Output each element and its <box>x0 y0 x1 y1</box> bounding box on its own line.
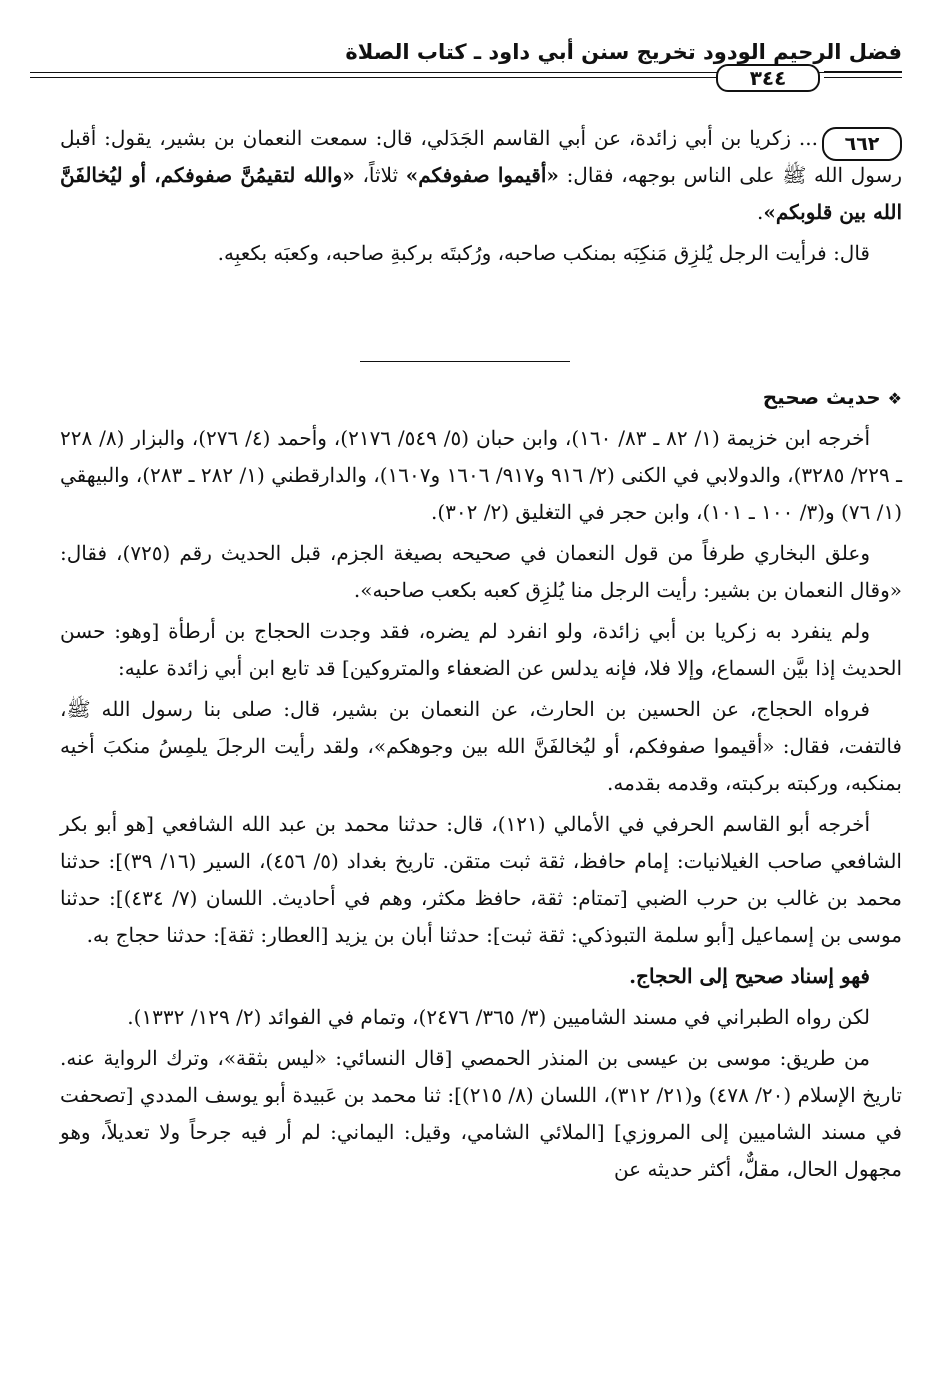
ornament-rule <box>824 77 902 78</box>
commentary-paragraph: ولم ينفرد به زكريا بن أبي زائدة، ولو انفرد لم يضره، فقد وجدت الحجاج بن أرطأة [وهو: حسن الحديث إذا بيَّن السماع، وإلا فلا، فإنه يدلس عن الضعفاء والمتروكين] قد تابع ابن أبي زائدة عليه: <box>60 619 902 680</box>
hadith-paragraph: قال: فرأيت الرجل يُلزِق مَنكِبَه بمنكب صاحبه، ورُكبتَه بركبةِ صاحبه، وكعبَه بكعبِه. <box>217 241 870 265</box>
ornament-rule <box>30 77 717 78</box>
hadith-text <box>60 120 902 276</box>
book-icon: ❖ <box>887 389 902 408</box>
prophetic-quote: «أقيموا صفوفكم» <box>405 163 559 187</box>
commentary-paragraph: لكن رواه الطبراني في مسند الشاميين (٣/ ٣٦٥/ ٢٤٧٦)، وتمام في الفوائد (٢/ ١٢٩/ ١٣٣٢). <box>127 1005 870 1029</box>
prophetic-quote: «والله لتقيمُنَّ صفوفكم، أو ليُخالفَنَّ الله بين قلوبكم» <box>60 163 902 224</box>
hadith-text-span: . <box>756 200 764 224</box>
running-title: فضل الرحيم الودود تخريج سنن أبي داود ـ كتاب الصلاة <box>345 40 902 64</box>
hadith-text-span: ... زكريا بن أبي زائدة، عن أبي القاسم الجَدَلي، قال: سمعت النعمان بن بشير، يقول: أقبل رسول الله ﷺ على الناس بوجهه، فقال: <box>60 126 902 187</box>
commentary-text <box>60 420 902 1192</box>
hadith-number-badge: ٦٦٢ <box>822 127 902 161</box>
commentary-conclusion: فهو إسناد صحيح إلى الحجاج. <box>629 964 870 988</box>
section-title-text: حديث صحيح <box>762 385 881 409</box>
commentary-paragraph: وعلق البخاري طرفاً من قول النعمان في صحيحه بصيغة الجزم، قبل الحديث رقم (٧٢٥)، فقال: «وقال النعمان بن بشير: رأيت الرجل منا يُلزِق كعبه بكعب صاحبه». <box>60 541 902 602</box>
section-title <box>763 382 902 414</box>
section-separator <box>360 361 570 362</box>
hadith-text-span: ثلاثاً، <box>354 163 406 187</box>
page-number: ٣٤٤ <box>716 64 820 92</box>
hadith-paragraph <box>60 120 902 231</box>
commentary-paragraph: أخرجه ابن خزيمة (١/ ٨٢ ـ ٨٣/ ١٦٠)، وابن حبان (٥/ ٥٤٩/ ٢١٧٦)، وأحمد (٤/ ٢٧٦)، والبزار (٨/ ٢٢٨ ـ ٢٢٩/ ٣٢٨٥)، والدولابي في الكنى (٢/ ٩١٦ و٩١٧/ ١٦٠٦ و١٦٠٧)، والدارقطني (١/ ٢٨٢ ـ ٢٨٣)، والبيهقي (١/ ٧٦) و(٣/ ١٠٠ ـ ١٠١)، وابن حجر في التغليق (٢/ ٣٠٢). <box>60 426 902 524</box>
commentary-paragraph: فرواه الحجاج، عن الحسين بن الحارث، عن النعمان بن بشير، قال: صلى بنا رسول الله ﷺ، فالتفت، فقال: «أقيموا صفوفكم، أو ليُخالفَنَّ الله بين وجوهكم»، ولقد رأيت الرجلَ يلمِسُ منكبَ أخيه بمنكبه، وركبته بركبته، وقدمه بقدمه. <box>60 697 902 795</box>
page-number-bar <box>30 64 902 92</box>
ornament-rule <box>824 71 902 72</box>
commentary-paragraph: من طريق: موسى بن عيسى بن المنذر الحمصي [قال النسائي: «ليس بثقة»، وترك الرواية عنه. تاريخ الإسلام (٢٠/ ٤٧٨) و(٢١/ ٣١٢)، اللسان (٨/ ٢١٥)]: ثنا محمد بن عَبيدة أبو يوسف المددي [تصحفت في مسند الشاميين إلى المروزي] [الملائي الشامي، وقيل: اليماني: لم أر فيه جرحاً ولا تعديلاً، وهو مجهول الحال، مقلٌّ، أكثر حديثه عن <box>60 1046 902 1181</box>
commentary-paragraph: أخرجه أبو القاسم الحرفي في الأمالي (١٢١)، قال: حدثنا محمد بن عبد الله الشافعي [هو أبو بكر الشافعي صاحب الغيلانيات: إمام حافظ، ثقة ثبت متقن. تاريخ بغداد (٥/ ٤٥٦)، السير (١٦/ ٣٩)]: حدثنا محمد بن غالب بن حرب الضبي [تمتام: ثقة، حافظ مكثر، وهم في أحاديث. اللسان (٧/ ٤٣٤)]: حدثنا موسى بن إسماعيل [أبو سلمة التبوذكي: ثقة ثبت]: حدثنا أبان بن يزيد [العطار: ثقة]: حدثنا حجاج به. <box>60 812 902 947</box>
